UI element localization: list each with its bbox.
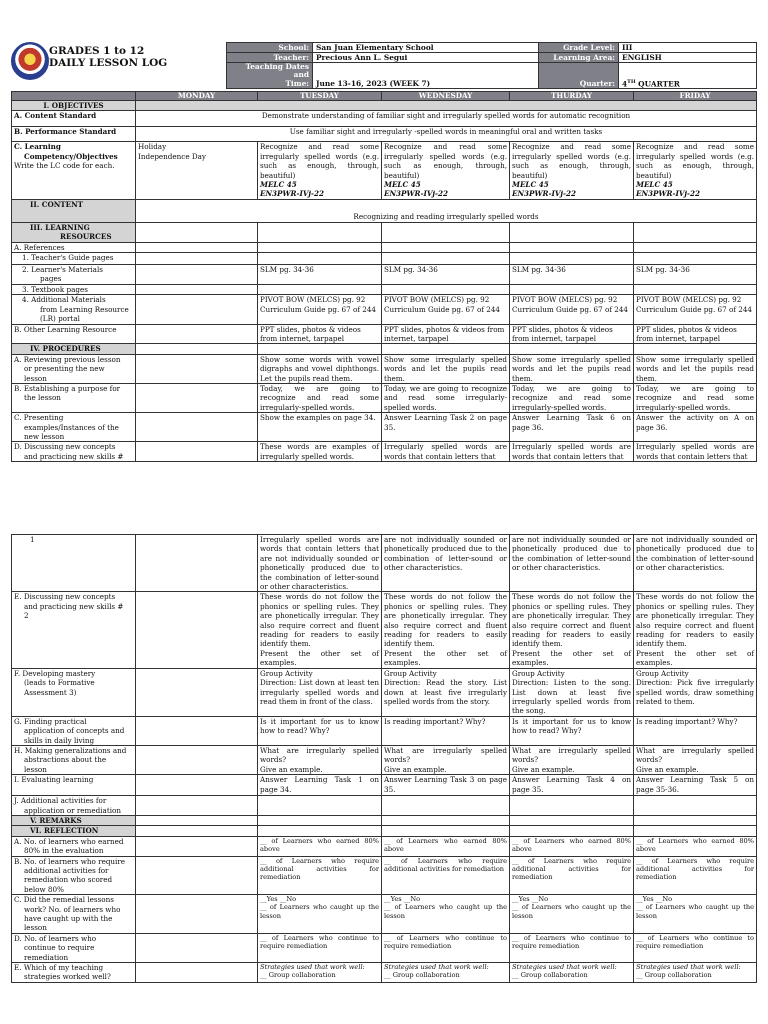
grade-level-label: Grade Level: (539, 43, 619, 53)
content-standard-row: A. Content Standard Demonstrate understanding of familiar sight and irregularly spelled words for automatic recognition (12, 111, 757, 127)
day-monday: MONDAY (136, 92, 258, 101)
performance-standard-row: B. Performance Standard Use familiar sight and irregularly -spelled words in meaningful oral and written tasks (12, 127, 757, 142)
school-label: School: (227, 43, 313, 53)
ref-e-row: E. Which of my teaching strategies worked well? Strategies used that work well: __ Group collaboration Strategies used that work well: __ Group collaboration Strategies used that work well: __ Group collaboration Strategies used that work well: __ Group collaboration (12, 963, 757, 983)
learning-area-value: ENGLISH (619, 53, 757, 63)
header-info-table (226, 42, 757, 89)
proc-e-row: E. Discussing new concepts and practicing new skills # 2 These words do not follow the phonics or spelling rules. They are phonetically irregular. They also require correct and fluent reading for readers to easily identify them. Present the other set of examples. These words do not follow the phonics or spelling rules. They are phonetically irregular. They also require correct and fluent reading for readers to easily identify them. Present the other set of examples. These words do not follow the phonics or spelling rules. They are phonetically irregular. They also require correct and fluent reading for readers to easily identify them. Present the other set of examples. These words do not follow the phonics or spelling rules. They are phonetically irregular. They also require correct and fluent reading for readers to easily identify them. Present the other set of examples. (12, 592, 757, 668)
other-resources-row: B. Other Learning Resource PPT slides, photos & videos from internet, tarpapel PPT slides, photos & videos from internet, tarpapel PPT slides, photos & videos from internet, tarpapel PPT slides, photos & videos from internet, tarpapel (12, 324, 757, 344)
form-title-line2: DAILY LESSON LOG (49, 57, 168, 69)
day-friday: FRIDAY (634, 92, 757, 101)
proc-g-row: G. Finding practical application of concepts and skills in daily living Is it important for us to know how to read? Why? Is reading important? Why? Is it important for us to know how to read? Why? Is reading important? Why? (12, 716, 757, 745)
references-row: A. References (12, 242, 757, 252)
deped-seal-icon (11, 42, 49, 80)
day-tuesday: TUESDAY (258, 92, 382, 101)
teaching-dates-label: Teaching Dates and Time: (227, 63, 313, 89)
proc-f-row: F. Developing mastery (leads to Formative Assessment 3) Group Activity Direction: List down at least ten irregularly spelled words and read them in front of the class. Group Activity Direction: Read the story. List down at least five irregularly spelled words from the story. Group Activity Direction: Listen to the song. List down at least five irregularly spelled words from the song. Group Activity Direction: Pick five irregularly spelled words, draw something related to them. (12, 668, 757, 716)
objectives-row: I. OBJECTIVES (12, 101, 757, 111)
proc-a-row: A. Reviewing previous lesson or presenting the new lesson Show some words with vowel digraphs and vowel diphthongs. Let the pupils read them. Show some irregularly spelled words and let the pupils read them. Show some irregularly spelled words and let the pupils read them. Show some irregularly spelled words and let the pupils read them. (12, 354, 757, 383)
form-title-line1: GRADES 1 to 12 (49, 45, 145, 57)
day-wednesday: WEDNESDAY (382, 92, 510, 101)
quarter-label: Quarter: (539, 63, 619, 89)
proc-d-continued-row: 1 Irregularly spelled words are words that contain letters that are not individually sounded or phonetically produced due to the combination of letter-sound or other characteristics. are not individually sounded or phonetically produced due to the combination of letter-sound or other characteristics. are not individually sounded or phonetically produced due to the combination of letter-sound or other characteristics. are not individually sounded or phonetically produced due to the combination of letter-sound or other characteristics. (12, 535, 757, 592)
monday-holiday: Holiday Independence Day (136, 142, 258, 199)
textbook-row: 3. Textbook pages (12, 284, 757, 294)
procedures-row: IV. PROCEDURES (12, 344, 757, 354)
ref-a-row: A. No. of learners who earned 80% in the evaluation __ of Learners who earned 80% above __ of Learners who earned 80% above __ of Learners who earned 80% above __ of Learners who earned 80% above (12, 836, 757, 856)
header (11, 42, 756, 89)
proc-j-row: J. Additional activities for application or remediation (12, 796, 757, 816)
ref-d-row: D. No. of learners who continue to require remediation __ of Learners who continue to require remediation __ of Learners who continue to require remediation __ of Learners who continue to require remediation __ of Learners who continue to require remediation (12, 933, 757, 962)
teachers-guide-row: 1. Teacher's Guide pages (12, 253, 757, 265)
proc-i-row: I. Evaluating learning Answer Learning Task 1 on page 34. Answer Learning Task 3 on page 35. Answer Learning Task 4 on page 35. Answer Learning Task 5 on page 35-36. (12, 775, 757, 796)
lesson-log-table-page2 (11, 534, 757, 983)
reflection-row: VI. REFLECTION (12, 826, 757, 836)
proc-c-row: C. Presenting examples/Instances of the new lesson Show the examples on page 34. Answer Learning Task 2 on page 35. Answer Learning Task 6 on page 36. Answer the activity on A on page 36. (12, 413, 757, 442)
grade-level-value: III (619, 43, 757, 53)
learning-area-label: Learning Area: (539, 53, 619, 63)
proc-d-row: D. Discussing new concepts and practicing new skills # These words are examples of irregularly spelled words. Irregularly spelled words are words that contain letters that Irregularly spelled words are words that contain letters that Irregularly spelled words are words that contain letters that (12, 442, 757, 462)
learners-materials-row: 2. Learner's Materials pages SLM pg. 34-36 SLM pg. 34-36 SLM pg. 34-36 SLM pg. 34-36 (12, 265, 757, 285)
teacher-value: Precious Ann L. Segui (313, 53, 539, 63)
teacher-label: Teacher: (227, 53, 313, 63)
form-title (49, 45, 169, 69)
school-value: San Juan Elementary School (313, 43, 539, 53)
additional-materials-row: 4. Additional Materials from Learning Resource (LR) portal PIVOT BOW (MELCS) pg. 92 Curriculum Guide pg. 67 of 244 PIVOT BOW (MELCS) pg. 92 Curriculum Guide pg. 67 of 244 PIVOT BOW (MELCS) pg. 92 Curriculum Guide pg. 67 of 244 PIVOT BOW (MELCS) pg. 92 Curriculum Guide pg. 67 of 244 (12, 295, 757, 324)
ref-b-row: B. No. of learners who require additional activities for remediation who scored below 80% __ of Learners who require additional activities for remediation __ of Learners who require additional activities for remediation __ of Learners who require additional activities for remediation __ of Learners who require additional activities for remediation (12, 856, 757, 895)
content-row: II. CONTENT Recognizing and reading irregularly spelled words (12, 199, 757, 222)
teaching-dates-value: June 13-16, 2023 (WEEK 7) (313, 63, 539, 89)
competency-row: C. Learning Competency/Objectives Write the LC code for each. Holiday Independence Day Recognize and read some irregularly spelled words (e.g. such as enough, through, beautiful) MELC 45 EN3PWR-IVj-22 Recognize and read some irregularly spelled words (e.g. such as enough, through, beautiful) MELC 45 EN3PWR-IVj-22 Recognize and read some irregularly spelled words (e.g. such as enough, through, beautiful) MELC 45 EN3PWR-IVj-22 Recognize and read some irregularly spelled words (e.g. such as enough, through, beautiful) MELC 45 EN3PWR-IVj-22 (12, 142, 757, 199)
remarks-row: V. REMARKS (12, 815, 757, 825)
learning-resources-row: III. LEARNING RESOURCES (12, 222, 757, 242)
proc-b-row: B. Establishing a purpose for the lesson Today, we are going to recognize and read some irregularly-spelled words. Today, we are going to recognize and read some irregularly-spelled words. Today, we are going to recognize and read some irregularly-spelled words. Today, we are going to recognize and read some irregularly-spelled words. (12, 383, 757, 412)
ref-c-row: C. Did the remedial lessons work? No. of learners who have caught up with the lesson __Yes __No __ of Learners who caught up the lesson __Yes __No __ of Learners who caught up the lesson __Yes __No __ of Learners who caught up the lesson __Yes __No __ of Learners who caught up the lesson (12, 895, 757, 934)
day-header-row (12, 92, 757, 101)
lesson-log-table-page1 (11, 91, 757, 462)
quarter-value: 4TH QUARTER (619, 63, 757, 89)
day-thursday: THURDAY (510, 92, 634, 101)
proc-h-row: H. Making generalizations and abstractions about the lesson What are irregularly spelled words? Give an example. What are irregularly spelled words? Give an example. What are irregularly spelled words? Give an example. What are irregularly spelled words? Give an example. (12, 745, 757, 774)
